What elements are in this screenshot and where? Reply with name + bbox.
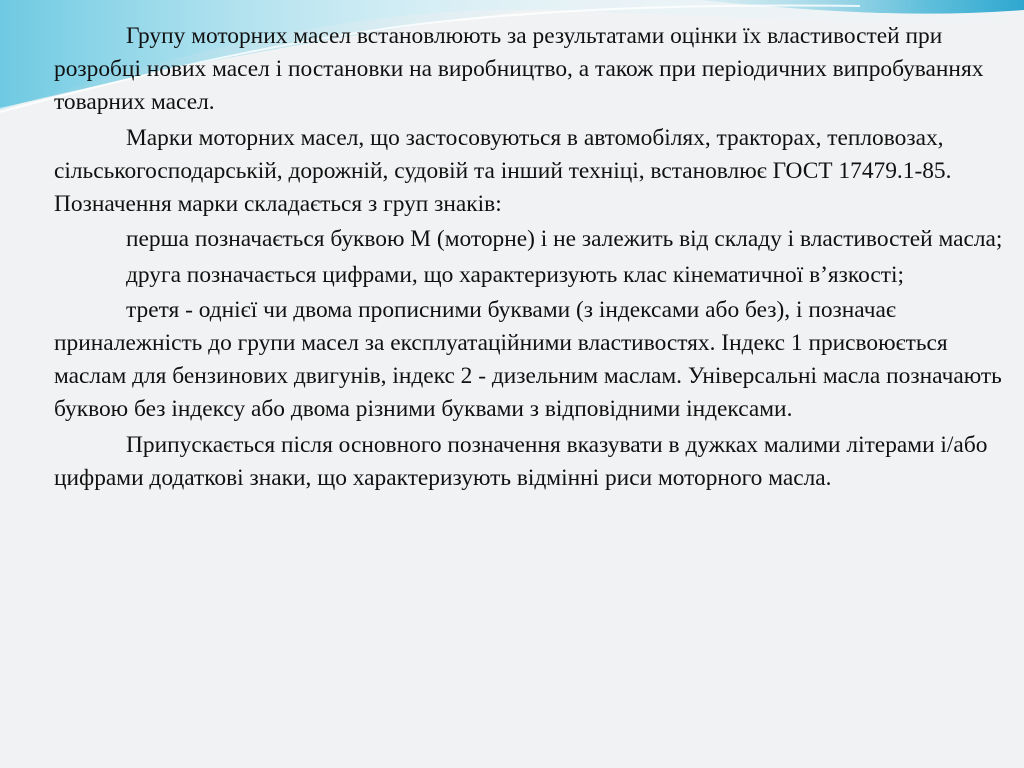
paragraph-additional-marks: Припускається після основного позначення вказувати в дужках малими літерами і/або цифрами додаткові знаки, що характеризують відмінні риси моторного масла. <box>54 431 988 491</box>
slide-body <box>54 20 1004 498</box>
paragraph-first-sign: перша позначається буквою М (моторне) і не залежить від складу і властивостей масла; <box>126 226 1003 253</box>
paragraph-group-assignment: Групу моторних масел встановлюють за результатами оцінки їх властивостей при розробці нових масел і постановки на виробництво, а також при періодичних випробуваннях товарних масел. <box>54 23 984 115</box>
paragraph-oil-grades-standard: Марки моторних масел, що застосовуються в автомобілях, тракторах, тепловозах, сільськогосподарській, дорожній, судовій та інший техніці, встановлює ГОСТ 17479.1-85. Позначення марки складається з груп знаків: <box>54 124 952 217</box>
paragraph-third-sign: третя - однієї чи двома прописними буквами (з індексами або без), і позначає приналежність до групи масел за експлуатаційними властивостях. Індекс 1 присвоюється маслам для бензинових двигунів, індекс 2 - дизельним маслам. Універсальні масла позначають буквою без індексу або двома різними буквами з відповідними індексами. <box>54 297 1002 423</box>
paragraph-second-sign: друга позначається цифрами, що характеризують клас кінематичної в’язкості; <box>126 261 904 288</box>
